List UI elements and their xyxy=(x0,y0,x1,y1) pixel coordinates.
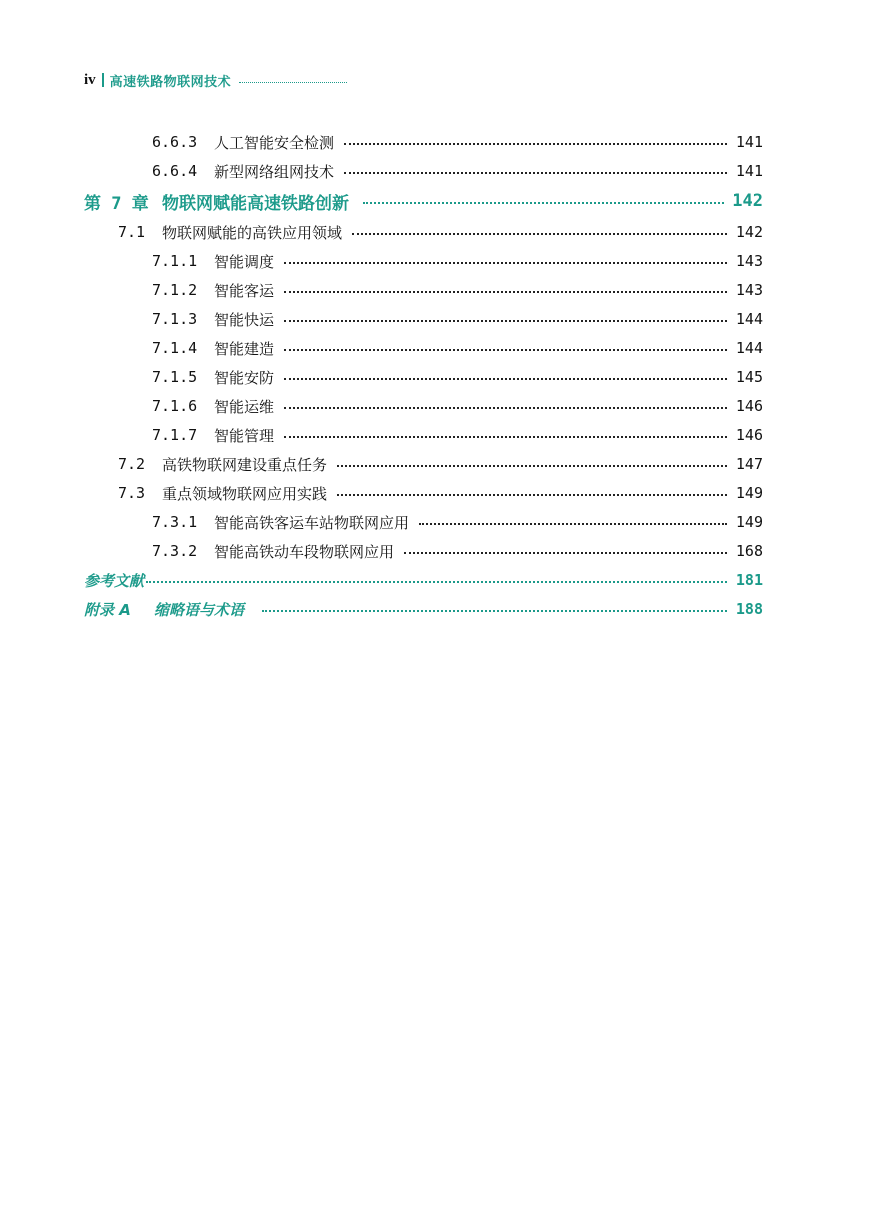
toc-entry-title: 智能高铁动车段物联网应用 xyxy=(214,542,395,561)
toc-section-number: 7.2 xyxy=(118,455,146,473)
toc-entry-page: 141 xyxy=(735,133,763,151)
toc-section-number: 7.1 xyxy=(118,223,146,241)
toc-entry-page: 168 xyxy=(735,542,763,560)
toc-entry[interactable] xyxy=(152,160,763,182)
toc-entry-title: 智能调度 xyxy=(214,252,275,271)
header-divider xyxy=(102,73,104,87)
toc-section-page: 147 xyxy=(735,455,763,473)
toc-entry[interactable] xyxy=(152,366,763,388)
toc-dot-leader xyxy=(337,465,727,467)
running-header xyxy=(84,70,347,90)
toc-chapter-title: 物联网赋能高速铁路创新 xyxy=(162,193,349,214)
toc-section-title: 物联网赋能的高铁应用领域 xyxy=(162,223,343,242)
toc-entry-title: 智能安防 xyxy=(214,368,275,387)
toc-entry-number: 7.1.6 xyxy=(152,397,198,415)
toc-dot-leader xyxy=(284,320,727,322)
toc-dot-leader xyxy=(344,143,727,145)
toc-entry-number: 6.6.4 xyxy=(152,162,198,180)
toc-entry[interactable] xyxy=(152,250,763,272)
toc-dot-leader xyxy=(146,581,727,583)
toc-section-page: 142 xyxy=(735,223,763,241)
toc-entry-page: 143 xyxy=(735,281,763,299)
toc-entry-number: 7.1.5 xyxy=(152,368,198,386)
toc-appendix-page: 188 xyxy=(735,600,763,618)
toc-dot-leader xyxy=(337,494,727,496)
toc-references-title: 参考文献 xyxy=(84,571,145,590)
toc-entry-title: 智能高铁客运车站物联网应用 xyxy=(214,513,410,532)
toc-references-entry[interactable] xyxy=(84,569,763,591)
toc-entry-number: 7.1.1 xyxy=(152,252,198,270)
toc-dot-leader xyxy=(284,407,727,409)
toc-entry[interactable] xyxy=(152,131,763,153)
header-book-title: 高速铁路物联网技术 xyxy=(109,74,232,90)
toc-references-page: 181 xyxy=(735,571,763,589)
toc-chapter-entry[interactable] xyxy=(84,190,763,212)
toc-entry[interactable] xyxy=(152,279,763,301)
toc-section-number: 7.3 xyxy=(118,484,146,502)
toc-chapter-page: 142 xyxy=(732,191,763,211)
toc-dot-leader xyxy=(284,436,727,438)
toc-dot-leader xyxy=(284,349,727,351)
toc-appendix-entry[interactable] xyxy=(84,598,763,620)
toc-entry-title: 人工智能安全检测 xyxy=(214,133,335,152)
toc-entry-number: 7.3.1 xyxy=(152,513,198,531)
toc-entry-title: 智能管理 xyxy=(214,426,275,445)
toc-entry-page: 146 xyxy=(735,397,763,415)
toc-entry-title: 智能客运 xyxy=(214,281,275,300)
toc-section-entry[interactable] xyxy=(118,221,763,243)
header-dotted-rule xyxy=(239,82,347,83)
toc-section-title: 高铁物联网建设重点任务 xyxy=(162,455,328,474)
toc-entry[interactable] xyxy=(152,540,763,562)
toc-entry-number: 7.1.2 xyxy=(152,281,198,299)
toc-entry-page: 144 xyxy=(735,339,763,357)
toc-entry-title: 新型网络组网技术 xyxy=(214,162,335,181)
toc-entry-page: 149 xyxy=(735,513,763,531)
header-page-number: iv xyxy=(84,71,96,88)
toc-entry-page: 144 xyxy=(735,310,763,328)
toc-entry-number: 7.1.7 xyxy=(152,426,198,444)
toc-dot-leader xyxy=(352,233,727,235)
toc-dot-leader xyxy=(284,378,727,380)
toc-dot-leader xyxy=(284,262,727,264)
toc-entry-page: 143 xyxy=(735,252,763,270)
toc-entry-title: 智能快运 xyxy=(214,310,275,329)
toc-section-page: 149 xyxy=(735,484,763,502)
toc-dot-leader xyxy=(262,610,727,612)
toc-entry[interactable] xyxy=(152,337,763,359)
toc-entry-title: 智能运维 xyxy=(214,397,275,416)
toc-dot-leader xyxy=(363,202,724,204)
toc-chapter-number: 第 7 章 xyxy=(84,193,149,214)
toc-section-entry[interactable] xyxy=(118,453,763,475)
toc-entry[interactable] xyxy=(152,395,763,417)
toc-entry-page: 146 xyxy=(735,426,763,444)
toc-entry-title: 智能建造 xyxy=(214,339,275,358)
toc-appendix-title: 缩略语与术语 xyxy=(154,600,245,619)
toc-dot-leader xyxy=(284,291,727,293)
toc-entry[interactable] xyxy=(152,308,763,330)
toc-entry-number: 7.3.2 xyxy=(152,542,198,560)
toc-section-title: 重点领域物联网应用实践 xyxy=(162,484,328,503)
toc-section-entry[interactable] xyxy=(118,482,763,504)
toc-dot-leader xyxy=(344,172,727,174)
toc-dot-leader xyxy=(404,552,727,554)
toc-dot-leader xyxy=(419,523,727,525)
toc-entry[interactable] xyxy=(152,511,763,533)
toc-entry-number: 6.6.3 xyxy=(152,133,198,151)
toc-entry-number: 7.1.3 xyxy=(152,310,198,328)
toc-entry-page: 141 xyxy=(735,162,763,180)
toc-entry[interactable] xyxy=(152,424,763,446)
toc-entry-number: 7.1.4 xyxy=(152,339,198,357)
toc-appendix-number: 附录 A xyxy=(84,600,131,619)
toc-entry-page: 145 xyxy=(735,368,763,386)
